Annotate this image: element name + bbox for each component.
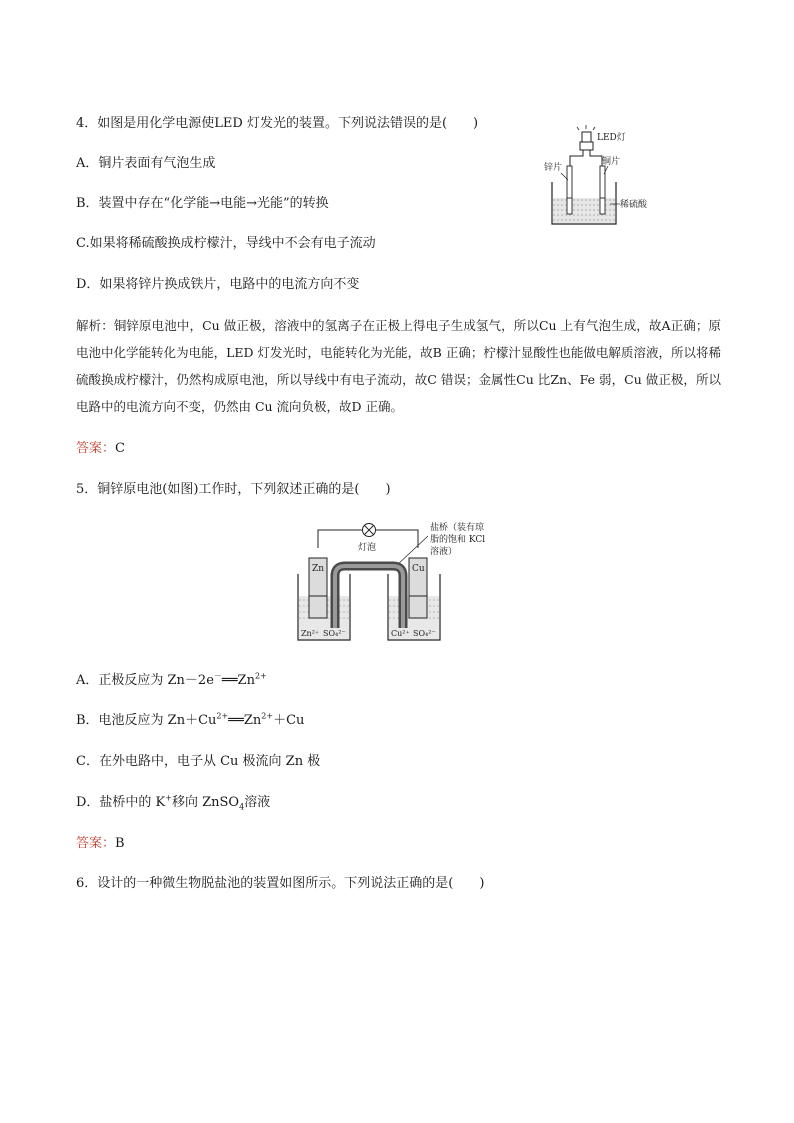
q5-zn-label: Zn [312, 564, 325, 574]
q5-galvanic-cell-figure [290, 518, 510, 648]
q5-answer-value: B [115, 836, 125, 851]
q4-answer-label: 答案： [76, 441, 116, 456]
q4-option-c: C.如果将稀硫酸换成柠檬汁，导线中不会有电子流动 [76, 236, 376, 251]
q5-cu-label: Cu [412, 564, 425, 574]
q5-option-b: B．电池反应为 $Zn+Cu^{2+}══Zn^{2+}+Cu$ [76, 711, 305, 728]
q5-salt-bridge-label-2: 脂的饱和 KCl [430, 535, 486, 545]
q5-left-ion-2: SO₄²⁻ [323, 629, 346, 638]
q4-answer [76, 441, 125, 457]
q5-option-a: A．正极反应为 $Zn-2e^-══Zn^{2+}$ [76, 671, 267, 688]
q4-option-b: B．装置中存在“化学能→电能→光能”的转换 [76, 196, 329, 211]
q4-analysis: 解析：铜锌原电池中，Cu 做正极，溶液中的氢离子在正极上得电子生成氢气，所以Cu 上有气泡生成，故A正确；原电池中化学能转化为电能，LED 灯发光时，电能转化为光能，故B 正确；柠檬汁显酸性也能做电解质溶液，所以将稀硫酸换成柠檬汁，仍然构成原电池，所以导线中有电子流动，故C 错误；金属性Cu 比Zn、Fe 弱，Cu 做正极，所以电路中的电流方向不变，仍然由 Cu 流向负极，故D 正确。 [76, 318, 721, 414]
q5-salt-bridge-label-1: 盐桥（装有琼 [430, 523, 485, 533]
q4-led-apparatus-figure [540, 124, 670, 234]
q5-salt-bridge-label-3: 溶液） [430, 547, 458, 557]
q4-stem: 4．如图是用化学电源使LED 灯发光的装置。下列说法错误的是( ) [76, 116, 479, 131]
q4-zinc-label: 锌片 [544, 163, 563, 173]
q5-right-ion-1: Cu²⁺ [391, 629, 410, 638]
q5-right-ion-2: SO₄²⁻ [413, 629, 436, 638]
q4-option-a: A．铜片表面有气泡生成 [76, 156, 216, 171]
q5-answer [76, 836, 125, 852]
q5-stem: 5．铜锌原电池(如图)工作时，下列叙述正确的是( ) [76, 482, 391, 497]
q4-option-d: D．如果将锌片换成铁片，电路中的电流方向不变 [76, 277, 360, 292]
q5-left-ion-1: Zn²⁺ [301, 629, 320, 638]
q6-stem: 6．设计的一种微生物脱盐池的装置如图所示。下列说法正确的是( ) [76, 876, 485, 891]
q5-option-c: C．在外电路中，电子从 Cu 极流向 Zn 极 [76, 754, 321, 769]
q4-led-label: LED灯 [597, 133, 626, 143]
q4-copper-label: 铜片 [602, 157, 621, 167]
q4-acid-label: 稀硫酸 [620, 200, 648, 210]
q5-option-d: D．盐桥中的 K+移向 ZnSO$_4$溶液 [76, 793, 271, 812]
q4-answer-value: C [115, 441, 125, 456]
q5-bulb-label: 灯泡 [358, 543, 377, 553]
q5-answer-label: 答案： [76, 836, 116, 851]
